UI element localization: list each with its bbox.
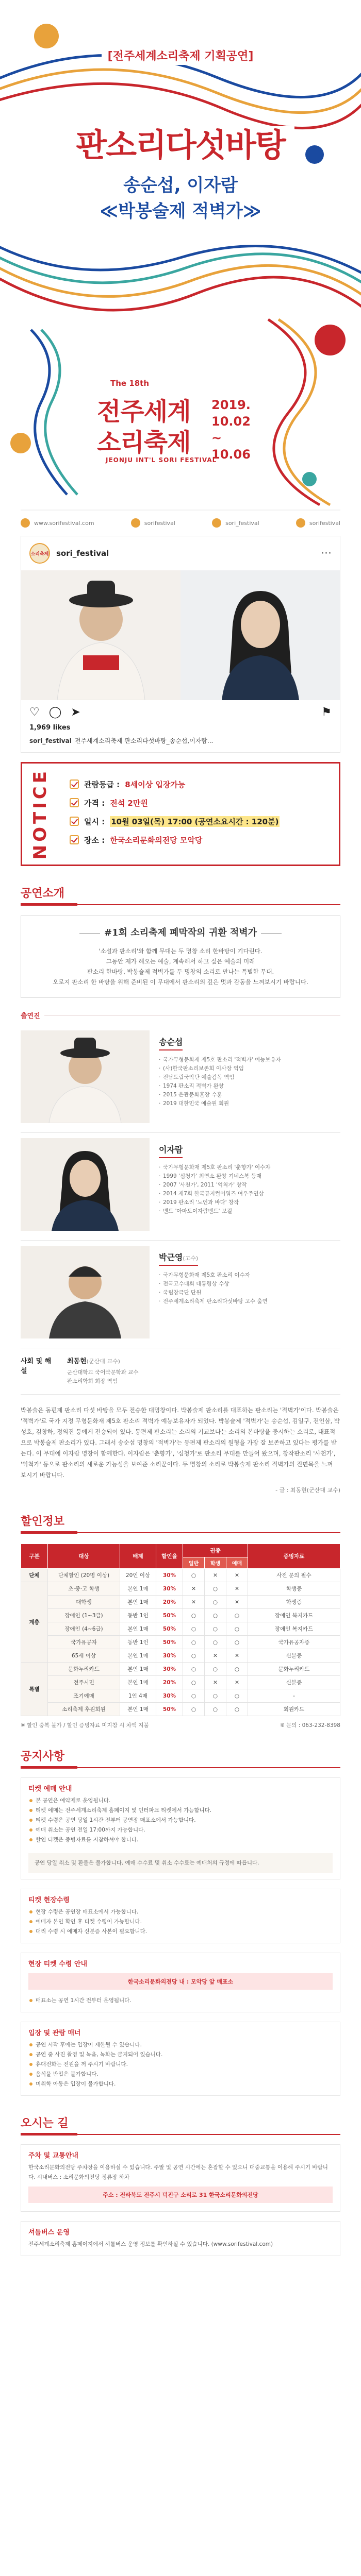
table-header: 할인율 xyxy=(156,1544,183,1569)
directions-shuttle xyxy=(21,2221,340,2256)
table-cell-proof: 사전 문의 필수 xyxy=(248,1569,340,1582)
table-cell-target: 단체할인 (20명 이상) xyxy=(48,1569,120,1582)
hero-eyebrow: [전주세계소리축제 기획공연] xyxy=(0,47,361,63)
table-cell-type: ✕ xyxy=(226,1596,248,1609)
table-cell-type: ○ xyxy=(205,1663,226,1676)
table-cell-limit: 동반 1인 xyxy=(120,1636,156,1649)
table-cell-type: ✕ xyxy=(205,1569,226,1582)
table-cell-limit: 1인 4매 xyxy=(120,1689,156,1703)
table-cell-rate: 50% xyxy=(156,1636,183,1649)
note-item: 현장 수령은 공연장 매표소에서 가능합니다. xyxy=(28,1907,333,1917)
table-cell-target: 장애인 (4~6급) xyxy=(48,1622,120,1636)
table-cell-proof: 학생증 xyxy=(248,1596,340,1609)
note-item: 예매자 본인 확인 후 티켓 수령이 가능합니다. xyxy=(28,1917,333,1927)
social-instagram-link[interactable]: sori_festival xyxy=(212,518,259,528)
instagram-header xyxy=(21,536,340,570)
cast-info xyxy=(159,1030,340,1123)
instagram-username[interactable]: sori_festival xyxy=(56,549,109,558)
intro-headline: #1회 소리축제 폐막작의 귀환 적벽가 xyxy=(34,925,327,939)
table-row xyxy=(21,1663,340,1676)
cast-note: · 전남도립국악단 예술감독 역임 xyxy=(159,1073,340,1082)
note-item: 티켓 수령은 공연 당일 1시간 전부터 공연장 매표소에서 가능합니다. xyxy=(28,1816,333,1825)
synopsis-signature: - 글 : 최동현(군산대 교수) xyxy=(275,1487,340,1494)
note-highlight: 한국소리문화의전당 내 : 모악당 앞 매표소 xyxy=(28,1973,333,1990)
heart-icon[interactable]: ♡ xyxy=(29,705,40,719)
cast-note: · 전국고수대회 대통령상 수상 xyxy=(159,1280,340,1289)
hero-title: 판소리다섯바탕 xyxy=(0,120,361,165)
table-cell-type: ○ xyxy=(183,1569,205,1582)
table-cell-type: ○ xyxy=(226,1663,248,1676)
note-item: 매표소는 공연 1시간 전부터 운영됩니다. xyxy=(28,1996,333,2006)
intro-text: '소설과 판소리'와 함께 무대는 두 명창 소리 한바탕이 기다린다. 그동안 제가 해오는 예술, 계속해서 하고 싶은 예술의 미래 판소리 한바탕, 박봉술제 적벽가를 두 명창의 소리로 만나는 특별한 무대. 오로지 판소리 한 바탕을 위해 준비된 이 무대에서 판소리의 깊은 멋과 감동을 느껴보시기 바랍니다. xyxy=(53,947,308,986)
table-cell-type: ○ xyxy=(183,1609,205,1622)
notice-rating: 관람등급 : 8세이상 입장가능 xyxy=(70,775,334,793)
table-cell-rate: 30% xyxy=(156,1582,183,1596)
table-row xyxy=(21,1596,340,1609)
cast-label: 출연진 xyxy=(21,1010,340,1020)
table-cell-target: 국가유공자 xyxy=(48,1636,120,1649)
cast-note: · 국립창극단 단원 xyxy=(159,1289,340,1297)
table-cell-proof: 장애인 복지카드 xyxy=(248,1622,340,1636)
directions-title: 셔틀버스 운영 xyxy=(28,2229,70,2236)
address-highlight: 주소 : 전라북도 전주시 덕진구 소리로 31 한국소리문화의전당 xyxy=(28,2187,333,2203)
table-cell-target: 65세 이상 xyxy=(48,1649,120,1663)
table-cell-limit: 본인 1매 xyxy=(120,1676,156,1689)
cast-photo-lee xyxy=(21,1138,150,1231)
festival-dates: 2019. 10.02 ~ 10.06 xyxy=(211,398,251,462)
table-cell-rate: 30% xyxy=(156,1689,183,1703)
cast-note: · 1999 '심청가' 최연소 완창 기네스북 등재 xyxy=(159,1172,340,1181)
table-row xyxy=(21,1689,340,1703)
bookmark-icon[interactable]: ⚑ xyxy=(321,705,332,719)
cast-note: · (사)한국판소리보존회 이사장 역임 xyxy=(159,1064,340,1073)
table-cell-type: ✕ xyxy=(205,1676,226,1689)
table-cell-type: ✕ xyxy=(205,1649,226,1663)
table-cell-type: ○ xyxy=(183,1622,205,1636)
like-count: 1,969 likes xyxy=(29,724,71,732)
directions-parking xyxy=(21,2144,340,2212)
table-cell-limit: 본인 1매 xyxy=(120,1596,156,1609)
intro-box xyxy=(21,916,340,998)
cast-info xyxy=(159,1138,340,1231)
notice-label: NOTICE xyxy=(30,768,51,860)
cast-note: · 2014 제7회 한국뮤지컬어워즈 여우주연상 xyxy=(159,1190,340,1198)
instagram-icon xyxy=(212,518,221,528)
directions-text: 한국소리문화의전당 주차장을 이용하실 수 있습니다. 주말 및 공연 시간에는 혼잡할 수 있으니 대중교통을 이용해 주시기 바랍니다. 시내버스 : 소리문화의전당 정류장 하차 xyxy=(28,2164,328,2180)
cast-note: · 1974 판소리 적벽가 완창 xyxy=(159,1082,340,1091)
instagram-actions xyxy=(21,700,340,724)
section-title-discount: 할인정보 xyxy=(21,1513,340,1533)
table-cell-rate: 50% xyxy=(156,1609,183,1622)
social-facebook-link[interactable]: sorifestival xyxy=(131,518,175,528)
table-cell-type: ○ xyxy=(205,1622,226,1636)
table-cell-type: ✕ xyxy=(226,1569,248,1582)
table-row xyxy=(21,1609,340,1622)
cast-photo-park xyxy=(21,1246,150,1338)
table-cell-target: 조기예매 xyxy=(48,1689,120,1703)
table-cell-limit: 본인 1매 xyxy=(120,1663,156,1676)
share-icon[interactable]: ➤ xyxy=(71,705,80,719)
note-item: 할인 티켓은 증빙자료를 지참하셔야 합니다. xyxy=(28,1835,333,1845)
comment-icon[interactable]: ◯ xyxy=(48,705,62,719)
table-cell-type: ✕ xyxy=(183,1596,205,1609)
table-cell-group: 특별 xyxy=(21,1663,48,1716)
festival-edition: The 18th xyxy=(110,379,150,388)
hero-performers: 송순섭, 이자람 xyxy=(0,171,361,196)
cast-note: · 국가무형문화재 제5호 판소리 이수자 xyxy=(159,1271,340,1280)
synopsis-text: 박봉술은 동편제 판소리 다섯 바탕을 모두 전승한 대명창이다. 박봉술제 판소리를 대표하는 판소리는 '적벽가'이다. 박봉술은 '적벽가'로 국가 지정 무형문화재 제5호 판소리 적벽가 예능보유자가 되었다. 박봉술제 '적벽가'는 송순섭, 김일구, 전인삼, 박성호, 김창하, 정의진 등에게 전승되어 있다. 동편제 판소리는 소리의 기교보다는 소리의 본바탕을 중시하는 소리로, 대표적으로 박봉술제 판소리가 있다. 그래서 송순섭 명창의 '적벽가'는 동편제 판소리의 원형을 가장 잘 보존하고 있다는 평가를 받는다. 이 무대에 이자람 명창이 함께한다. 이자람은 '춘향가', '심청가'로 판소리 무대를 만들어 왔으며, 창작판소리 '사천가', '억척가' 등으로 판소리의 새로운 가능성을 보여준 소리꾼이다. 두 명창의 소리로 박봉술제 판소리 적벽가의 진면목을 느껴 보시기 바랍니다. xyxy=(21,1406,340,1479)
table-cell-target: 소리축제 후원회원 xyxy=(48,1703,120,1716)
table-cell-rate: 30% xyxy=(156,1649,183,1663)
table-row xyxy=(21,1676,340,1689)
table-header: 대상 xyxy=(48,1544,120,1569)
check-icon xyxy=(70,779,79,789)
note-box: 공연 당일 취소 및 환불은 불가합니다. 예매 수수료 및 취소 수수료는 예매처의 규정에 따릅니다. xyxy=(28,1853,333,1873)
discount-notes xyxy=(21,1721,340,1729)
discount-note: ※ 할인 중복 불가 / 할인 증빙자료 미지참 시 차액 지불 xyxy=(21,1722,149,1728)
table-cell-group: 계층 xyxy=(21,1582,48,1663)
table-cell-type: ○ xyxy=(205,1689,226,1703)
table-cell-type: ○ xyxy=(226,1609,248,1622)
notice-price: 가격 : 전석 2만원 xyxy=(70,793,334,812)
table-row xyxy=(21,1703,340,1716)
table-cell-proof: 문화누리카드 xyxy=(248,1663,340,1676)
table-cell-rate: 30% xyxy=(156,1663,183,1676)
table-cell-rate: 50% xyxy=(156,1703,183,1716)
host-note: 판소리학회 회장 역임 xyxy=(67,1378,118,1384)
table-cell-type: ○ xyxy=(205,1596,226,1609)
social-youtube-link[interactable]: sorifestival xyxy=(296,518,340,528)
table-row xyxy=(21,1622,340,1636)
section-title-intro: 공연소개 xyxy=(21,885,340,905)
table-cell-target: 대학생 xyxy=(48,1596,120,1609)
table-cell-type: ✕ xyxy=(226,1676,248,1689)
cast-note: · 국가무형문화재 제5호 판소리 '춘향가' 이수자 xyxy=(159,1163,340,1172)
table-cell-type: ○ xyxy=(226,1703,248,1716)
table-cell-proof: 국가유공자증 xyxy=(248,1636,340,1649)
table-row xyxy=(21,1569,340,1582)
table-cell-limit: 본인 1매 xyxy=(120,1622,156,1636)
notice-datetime: 일시 : 10월 03일(목) 17:00 (공연소요시간 : 120분) xyxy=(70,812,334,831)
cast-note: · 국가무형문화재 제5호 판소리 '적벽가' 예능보유자 xyxy=(159,1056,340,1064)
note-item: 공연 시작 후에는 입장이 제한될 수 있습니다. xyxy=(28,2040,333,2050)
table-cell-type: ○ xyxy=(183,1663,205,1676)
social-links xyxy=(0,515,361,531)
host-note: 군산대학교 국어국문학과 교수 xyxy=(67,1369,139,1376)
table-cell-type: ○ xyxy=(226,1689,248,1703)
table-cell-type: ○ xyxy=(183,1676,205,1689)
table-header: 증빙자료 xyxy=(248,1544,340,1569)
directions-text: 전주세계소리축제 홈페이지에서 셔틀버스 운영 정보를 확인하실 수 있습니다. (www.sorifestival.com) xyxy=(28,2241,273,2247)
cast-member xyxy=(21,1133,340,1241)
discount-table xyxy=(21,1544,340,1716)
note-title: 현장 티켓 수령 안내 xyxy=(28,1960,88,1968)
directions-title: 주차 및 교통안내 xyxy=(28,2152,78,2160)
check-icon xyxy=(70,798,79,807)
table-cell-limit: 20인 이상 xyxy=(120,1569,156,1582)
festival-name-en: JEONJU INT'L SORI FESTIVAL xyxy=(106,456,217,464)
table-cell-limit: 본인 1매 xyxy=(120,1649,156,1663)
table-cell-type: ○ xyxy=(205,1636,226,1649)
cast-member xyxy=(21,1025,340,1133)
notice-list xyxy=(58,764,339,865)
table-cell-type: ○ xyxy=(183,1636,205,1649)
note-item: 공연 중 사진 촬영 및 녹음, 녹화는 금지되어 있습니다. xyxy=(28,2050,333,2060)
note-item: 미취학 아동은 입장이 불가합니다. xyxy=(28,2079,333,2089)
table-cell-proof: 장애인 복지카드 xyxy=(248,1609,340,1622)
youtube-icon xyxy=(296,518,305,528)
home-icon xyxy=(21,518,30,528)
cast-note: · 밴드 '아마도이자람밴드' 보컬 xyxy=(159,1207,340,1216)
table-cell-type: ○ xyxy=(205,1703,226,1716)
social-homepage-link[interactable]: www.sorifestival.com xyxy=(21,518,94,528)
table-subheader: 일반 xyxy=(183,1557,205,1569)
note-title: 티켓 예매 안내 xyxy=(28,1785,72,1793)
section-title-notices: 공지사항 xyxy=(21,1748,340,1768)
cast-note: · 전주세계소리축제 판소리다섯바탕 고수 출연 xyxy=(159,1297,340,1306)
festival-name-line1: 전주세계 xyxy=(97,397,191,426)
hero-poster xyxy=(0,0,361,536)
host-commentator xyxy=(21,1355,340,1395)
table-header: 배제 xyxy=(120,1544,156,1569)
cast-note: · 2007 '사천가', 2011 '억척가' 창작 xyxy=(159,1181,340,1190)
cast-photo-song xyxy=(21,1030,150,1123)
table-cell-type: ○ xyxy=(183,1649,205,1663)
cast-member xyxy=(21,1241,340,1348)
table-cell-type: ○ xyxy=(183,1703,205,1716)
facebook-icon xyxy=(131,518,140,528)
table-cell-proof: 신분증 xyxy=(248,1649,340,1663)
check-icon xyxy=(70,835,79,844)
notice-venue: 장소 : 한국소리문화의전당 모악당 xyxy=(70,831,334,849)
table-cell-rate: 30% xyxy=(156,1569,183,1582)
table-cell-target: 초·중·고 학생 xyxy=(48,1582,120,1596)
cast-note: · 2019 판소리 '노인과 바다' 창작 xyxy=(159,1198,340,1207)
table-row xyxy=(21,1649,340,1663)
note-item: 티켓 예매는 전주세계소리축제 홈페이지 및 인터파크 티켓에서 가능합니다. xyxy=(28,1806,333,1816)
note-ticket-pickup xyxy=(21,1889,340,1943)
host-name: 최동현(군산대 교수) xyxy=(67,1358,120,1365)
note-title: 입장 및 관람 매너 xyxy=(28,2029,81,2037)
festival-name-line2: 소리축제 xyxy=(97,428,191,457)
table-cell-type: ✕ xyxy=(183,1582,205,1596)
note-item: 음식물 반입은 불가합니다. xyxy=(28,2070,333,2079)
note-item: 본 공연은 예약제로 운영됩니다. xyxy=(28,1796,333,1806)
more-options-icon[interactable]: ··· xyxy=(321,547,332,560)
note-ticket-booking xyxy=(21,1777,340,1879)
section-title-directions: 오시는 길 xyxy=(21,2114,340,2135)
table-cell-proof: 학생증 xyxy=(248,1582,340,1596)
table-cell-type: ○ xyxy=(226,1622,248,1636)
table-row xyxy=(21,1582,340,1596)
instagram-photo xyxy=(21,570,340,700)
performer-photo-female xyxy=(180,570,340,700)
table-header: 구분 xyxy=(21,1544,48,1569)
discount-table-wrap xyxy=(21,1544,340,1729)
table-cell-rate: 20% xyxy=(156,1596,183,1609)
table-cell-target: 문화누리카드 xyxy=(48,1663,120,1676)
table-row xyxy=(21,1636,340,1649)
table-cell-type: ○ xyxy=(205,1582,226,1596)
table-cell-limit: 본인 1매 xyxy=(120,1582,156,1596)
host-label: 사회 및 해설 xyxy=(21,1358,52,1375)
cast-name: 이자람 xyxy=(159,1143,183,1158)
table-cell-type: ○ xyxy=(205,1609,226,1622)
note-item: 휴대전화는 전원을 꺼 주시기 바랍니다. xyxy=(28,2060,333,2070)
table-cell-rate: 50% xyxy=(156,1622,183,1636)
avatar[interactable]: 소리축제 xyxy=(29,543,50,564)
cast-note: · 2015 은관문화훈장 수훈 xyxy=(159,1091,340,1099)
table-cell-type: ○ xyxy=(183,1689,205,1703)
note-onsite-pickup xyxy=(21,1953,340,2012)
hero-program: ≪박봉술제 적벽가≫ xyxy=(0,197,361,222)
table-cell-target: 장애인 (1~3급) xyxy=(48,1609,120,1622)
instagram-caption: sori_festival 전주세계소리축제 판소리다섯바탕_송순섭,이자람... xyxy=(29,737,214,744)
table-cell-proof: - xyxy=(248,1689,340,1703)
table-subheader: 예매 xyxy=(226,1557,248,1569)
table-cell-target: 전주시민 xyxy=(48,1676,120,1689)
cast-name: 송순섭 xyxy=(159,1036,183,1050)
cast-info xyxy=(159,1246,340,1338)
table-cell-type: ✕ xyxy=(226,1582,248,1596)
check-icon xyxy=(70,817,79,826)
cast-note: · 2019 대한민국 예술원 회원 xyxy=(159,1099,340,1108)
table-header: 권종 xyxy=(183,1544,248,1557)
table-cell-proof: 회원카드 xyxy=(248,1703,340,1716)
table-cell-rate: 20% xyxy=(156,1676,183,1689)
note-title: 티켓 현장수령 xyxy=(28,1896,70,1904)
table-cell-limit: 동반 1인 xyxy=(120,1609,156,1622)
table-cell-group: 단체 xyxy=(21,1569,48,1582)
table-cell-limit: 본인 1매 xyxy=(120,1703,156,1716)
note-item: 대리 수령 시 예매자 신분증 사본이 필요합니다. xyxy=(28,1927,333,1937)
cast-name: 박근영(고수) xyxy=(159,1251,198,1266)
notice-box xyxy=(21,762,340,866)
note-manners xyxy=(21,2022,340,2096)
table-cell-proof: 신분증 xyxy=(248,1676,340,1689)
note-item: 예매 취소는 공연 전일 17:00까지 가능합니다. xyxy=(28,1825,333,1835)
table-subheader: 학생 xyxy=(205,1557,226,1569)
performer-photo-male xyxy=(21,570,180,700)
discount-contact: ※ 문의 : 063-232-8398 xyxy=(280,1722,340,1728)
instagram-post xyxy=(21,536,340,753)
table-cell-type: ✕ xyxy=(226,1649,248,1663)
table-cell-type: ○ xyxy=(226,1636,248,1649)
